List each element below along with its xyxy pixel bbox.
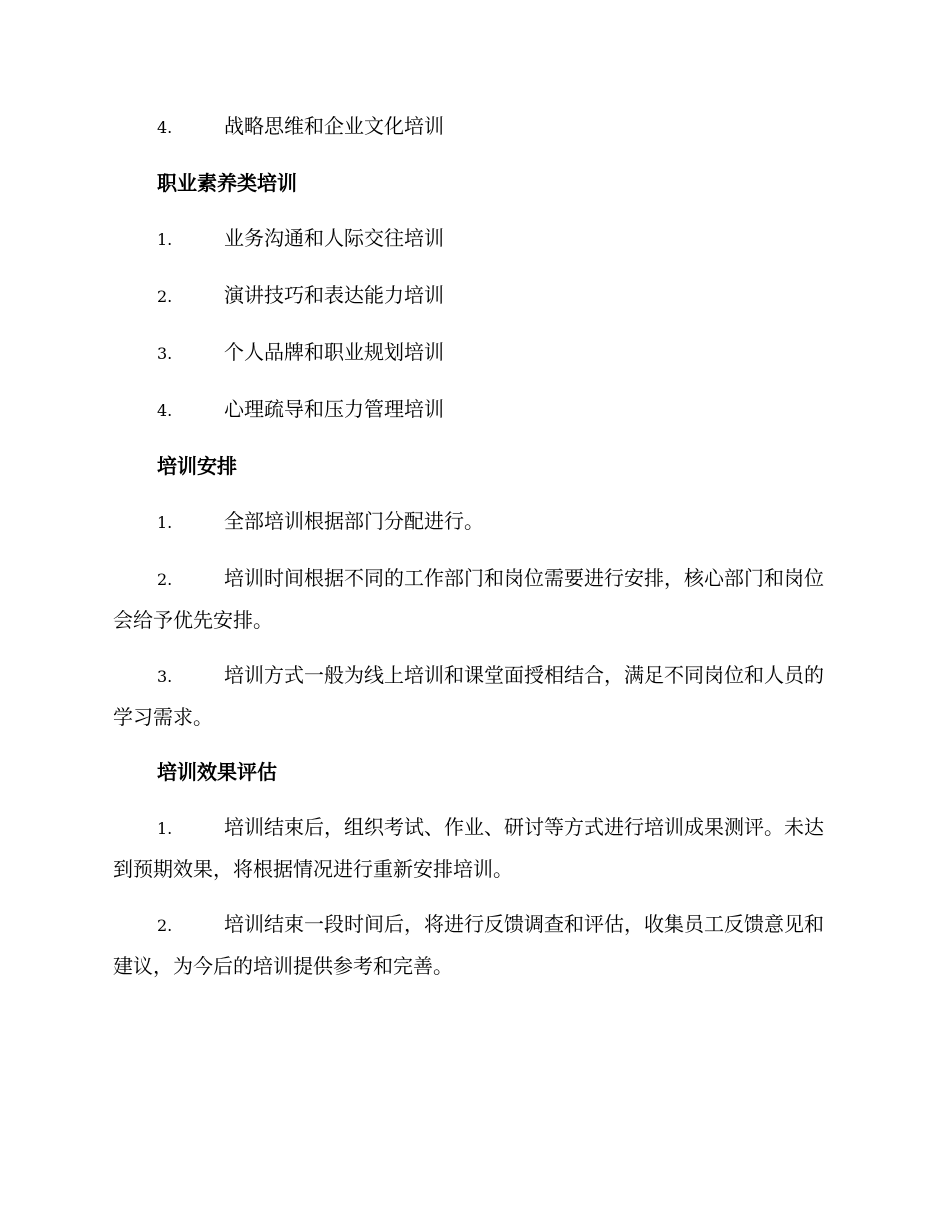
list-item-number: 2. (157, 570, 173, 589)
list-item-text: 心理疏导和压力管理培训 (224, 397, 444, 421)
list-item-number: 3. (157, 344, 173, 363)
list-item (113, 275, 835, 317)
list-item-text: 个人品牌和职业规划培训 (224, 340, 444, 364)
list-item (113, 389, 835, 431)
list-item-text: 培训时间根据不同的工作部门和岗位需要进行安排，核心部门和岗位会给予优先安排。 (113, 566, 824, 632)
list-item (113, 558, 835, 640)
list-item (113, 807, 835, 889)
list-item-number: 1. (157, 513, 173, 532)
list-item-number: 1. (157, 230, 173, 249)
list-item-text: 战略思维和企业文化培训 (224, 114, 444, 138)
list-item-text: 演讲技巧和表达能力培训 (224, 283, 444, 307)
list-item-text: 培训结束一段时间后，将进行反馈调查和评估，收集员工反馈意见和建议，为今后的培训提供参考和完善。 (113, 912, 824, 978)
list-item-text: 培训方式一般为线上培训和课堂面授相结合，满足不同岗位和人员的学习需求。 (113, 663, 824, 729)
section-heading: 职业素养类培训 (157, 171, 297, 195)
list-item-number: 4. (157, 401, 173, 420)
list-item (113, 218, 835, 260)
list-item (113, 332, 835, 374)
list-item-text: 全部培训根据部门分配进行。 (224, 509, 484, 533)
list-item-number: 2. (157, 287, 173, 306)
list-item-number: 2. (157, 916, 173, 935)
list-item-number: 1. (157, 819, 173, 838)
list-item-text: 培训结束后，组织考试、作业、研讨等方式进行培训成果测评。未达到预期效果，将根据情况进行重新安排培训。 (113, 815, 824, 881)
document-body (113, 106, 835, 1001)
list-item-number: 4. (157, 118, 173, 137)
list-item (113, 501, 835, 543)
list-item (113, 904, 835, 986)
list-item (113, 106, 835, 148)
list-item (113, 655, 835, 737)
list-item-number: 3. (157, 667, 173, 686)
section-heading: 培训安排 (157, 454, 237, 478)
list-item-text: 业务沟通和人际交往培训 (224, 226, 444, 250)
section-heading: 培训效果评估 (157, 760, 277, 784)
